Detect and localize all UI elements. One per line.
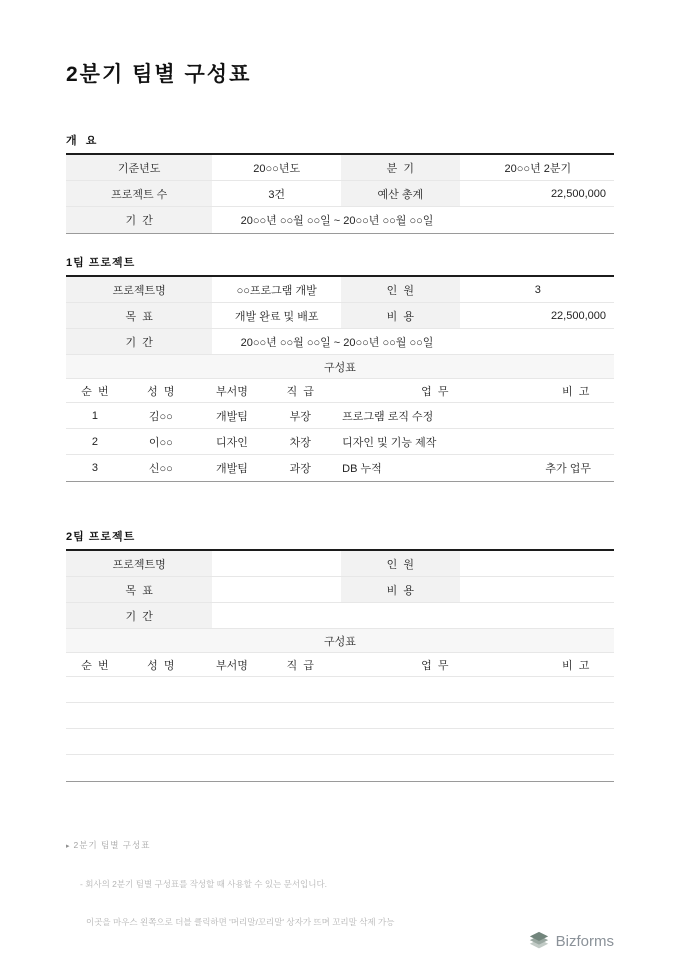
empty-cell bbox=[198, 755, 267, 781]
col-header-name: 성 명 bbox=[147, 659, 175, 672]
roster-header-row bbox=[66, 653, 614, 677]
footer-notes bbox=[66, 813, 394, 954]
team1-cost-value: 22,500,000 bbox=[550, 309, 606, 322]
team1-project-value: ○○프로그램 개발 bbox=[236, 284, 317, 297]
team2-period-label: 기 간 bbox=[66, 603, 212, 628]
empty-cell bbox=[268, 677, 332, 702]
table-row bbox=[66, 155, 614, 181]
col-header-dept: 부서명 bbox=[216, 659, 248, 672]
table-row bbox=[66, 403, 614, 429]
team2-goal-value bbox=[214, 577, 339, 602]
team2-members-label: 인 원 bbox=[341, 551, 460, 576]
col-header-task: 업 무 bbox=[421, 659, 449, 672]
project-count-value: 3건 bbox=[268, 188, 286, 201]
member-task-cell: DB 누적 bbox=[342, 463, 382, 475]
roster-title-row bbox=[66, 355, 614, 379]
team1-table bbox=[66, 275, 614, 482]
table-row bbox=[66, 429, 614, 455]
empty-cell bbox=[334, 677, 535, 702]
footer-description-line2: 이곳을 마우스 왼쪽으로 더블 클릭하면 '머리말/꼬리말' 상자가 뜨며 꼬리말 삭제 가능 bbox=[86, 916, 395, 927]
empty-cell bbox=[537, 729, 614, 754]
empty-table-row bbox=[66, 729, 614, 755]
empty-table-row bbox=[66, 677, 614, 703]
empty-cell bbox=[537, 703, 614, 728]
col-header-no: 순 번 bbox=[81, 385, 109, 398]
member-rank-cell: 부장 bbox=[289, 410, 311, 423]
member-dept-cell: 디자인 bbox=[216, 436, 248, 449]
member-rank-cell: 과장 bbox=[289, 463, 311, 475]
team2-project-value bbox=[214, 551, 339, 576]
team2-cost-label: 비 용 bbox=[341, 577, 460, 602]
empty-cell bbox=[462, 207, 614, 233]
empty-cell bbox=[334, 755, 535, 781]
member-no-cell: 3 bbox=[91, 462, 99, 474]
empty-cell bbox=[126, 729, 196, 754]
member-no-cell: 1 bbox=[91, 409, 99, 422]
team2-project-label: 프로젝트명 bbox=[66, 551, 212, 576]
bizforms-brand bbox=[528, 930, 614, 954]
roster-title-row bbox=[66, 629, 614, 653]
empty-cell bbox=[268, 703, 332, 728]
budget-total-value: 22,500,000 bbox=[550, 187, 606, 200]
team2-goal-label: 목 표 bbox=[66, 577, 212, 602]
team2-roster-title: 구성표 bbox=[66, 629, 614, 652]
table-row bbox=[66, 329, 614, 355]
footer-description-line1: - 회사의 2분기 팀별 구성표를 작성할 때 사용할 수 있는 문서입니다. bbox=[80, 878, 328, 889]
overview-table bbox=[66, 153, 614, 234]
page-footer bbox=[66, 813, 614, 954]
member-dept-cell: 개발팀 bbox=[216, 410, 248, 423]
table-row bbox=[66, 207, 614, 233]
empty-cell bbox=[537, 677, 614, 702]
roster-header-row bbox=[66, 379, 614, 403]
team1-period-value: 20○○년 ○○월 ○○일 ~ 20○○년 ○○월 ○○일 bbox=[240, 336, 434, 349]
empty-cell bbox=[126, 755, 196, 781]
empty-cell bbox=[268, 755, 332, 781]
period-label: 기 간 bbox=[66, 207, 212, 233]
empty-cell bbox=[198, 729, 267, 754]
team2-period-value bbox=[214, 603, 459, 628]
footer-doc-title-text: 2분기 팀별 구성표 bbox=[73, 839, 151, 850]
empty-cell bbox=[126, 677, 196, 702]
bizforms-brand-text: Bizforms bbox=[555, 932, 614, 950]
empty-cell bbox=[537, 755, 614, 781]
member-rank-cell: 차장 bbox=[289, 436, 311, 449]
team1-project-label: 프로젝트명 bbox=[66, 277, 212, 302]
empty-cell bbox=[126, 703, 196, 728]
team2-table bbox=[66, 549, 614, 782]
empty-cell bbox=[198, 677, 267, 702]
bizforms-logo-icon bbox=[528, 930, 550, 952]
empty-cell bbox=[334, 703, 535, 728]
table-row bbox=[66, 277, 614, 303]
empty-table-row bbox=[66, 755, 614, 781]
empty-cell bbox=[66, 677, 124, 702]
member-note-cell bbox=[537, 403, 614, 428]
col-header-no: 순 번 bbox=[81, 659, 109, 672]
col-header-dept: 부서명 bbox=[216, 385, 248, 398]
overview-section-heading: 개 요 bbox=[66, 135, 98, 147]
team2-section-heading: 2팀 프로젝트 bbox=[66, 531, 136, 543]
table-row bbox=[66, 577, 614, 603]
team1-cost-label: 비 용 bbox=[341, 303, 460, 328]
col-header-name: 성 명 bbox=[147, 385, 175, 398]
team1-section-heading: 1팀 프로젝트 bbox=[66, 257, 136, 269]
table-row bbox=[66, 181, 614, 207]
team1-goal-value: 개발 완료 및 배포 bbox=[234, 310, 319, 323]
col-header-note: 비 고 bbox=[562, 659, 590, 672]
member-name-cell: 김○○ bbox=[148, 410, 173, 423]
table-row bbox=[66, 551, 614, 577]
page-title: 2분기 팀별 구성표 bbox=[66, 63, 252, 86]
team1-period-label: 기 간 bbox=[66, 329, 212, 354]
project-count-label: 프로젝트 수 bbox=[66, 181, 212, 206]
empty-cell bbox=[66, 755, 124, 781]
empty-cell bbox=[268, 729, 332, 754]
col-header-note: 비 고 bbox=[562, 385, 590, 398]
team2-cost-value bbox=[462, 577, 614, 602]
empty-cell bbox=[334, 729, 535, 754]
triangle-bullet-icon: ▸ bbox=[66, 842, 71, 850]
base-year-label: 기준년도 bbox=[66, 155, 212, 180]
col-header-rank: 직 급 bbox=[286, 385, 314, 398]
quarter-value: 20○○년 2분기 bbox=[504, 162, 572, 175]
team1-members-value: 3 bbox=[534, 283, 541, 296]
overview-section bbox=[66, 132, 614, 234]
member-name-cell: 신○○ bbox=[148, 463, 173, 475]
member-dept-cell: 개발팀 bbox=[216, 463, 248, 475]
quarter-label: 분 기 bbox=[341, 155, 460, 180]
empty-cell bbox=[66, 703, 124, 728]
table-row bbox=[66, 303, 614, 329]
member-note-cell bbox=[537, 429, 614, 454]
team1-goal-label: 목 표 bbox=[66, 303, 212, 328]
empty-cell bbox=[198, 703, 267, 728]
team2-members-value bbox=[462, 551, 614, 576]
period-value: 20○○년 ○○월 ○○일 ~ 20○○년 ○○월 ○○일 bbox=[240, 215, 434, 227]
table-row bbox=[66, 455, 614, 481]
member-note-cell: 추가 업무 bbox=[545, 463, 591, 475]
team1-section bbox=[66, 254, 614, 482]
col-header-task: 업 무 bbox=[421, 385, 449, 398]
empty-cell bbox=[66, 729, 124, 754]
member-no-cell: 2 bbox=[91, 435, 99, 448]
budget-total-label: 예산 총계 bbox=[341, 181, 460, 206]
col-header-rank: 직 급 bbox=[286, 659, 314, 672]
member-task-cell: 디자인 및 기능 제작 bbox=[342, 436, 437, 449]
team1-members-label: 인 원 bbox=[341, 277, 460, 302]
team2-section bbox=[66, 528, 614, 782]
member-task-cell: 프로그램 로직 수정 bbox=[342, 410, 434, 423]
base-year-value: 20○○년도 bbox=[253, 162, 301, 175]
team1-roster-title: 구성표 bbox=[66, 355, 614, 378]
empty-table-row bbox=[66, 703, 614, 729]
member-name-cell: 이○○ bbox=[148, 436, 173, 449]
table-row bbox=[66, 603, 614, 629]
empty-cell bbox=[462, 603, 614, 628]
empty-cell bbox=[462, 329, 614, 354]
footer-doc-title bbox=[66, 839, 394, 853]
